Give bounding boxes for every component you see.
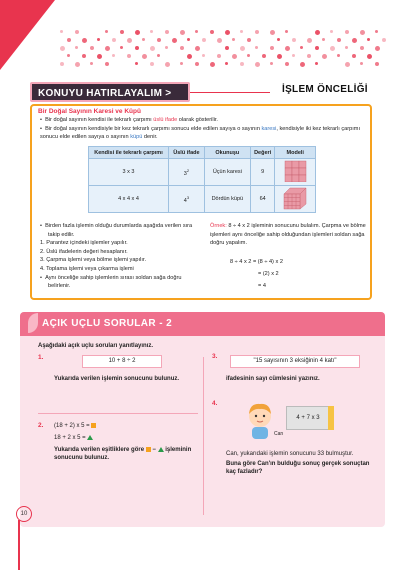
question-text: Can, yukarıdaki işlemin sonucunu 33 bulmuştur. [226,451,354,457]
example-step: 8 ÷ 4 x 2 = (8 ÷ 4) x 2 [230,259,283,265]
table-row [89,159,316,186]
rule-item: 4. Toplama işlemi veya çıkarma işlemi [40,265,134,272]
question-text: Buna göre Can'ın bulduğu sonuç gerçek sonuçtan kaç fazladır? [226,461,370,475]
example-block: Örnek: 8 ÷ 4 x 2 işleminin sonucunu bulalım. Çarpma ve bölme işlemleri aynı önceliğe sahip olduğundan işlemleri soldan sağa doğru yapalım. [210,223,366,247]
cell-value: 64 [250,186,275,213]
person-label: Can [274,431,284,437]
bullet-2: • Bir doğal sayının kendisiyle bir kez tekrarlı çarpımı sonucu elde edilen sayıya o sayının karesi, kendisiyle iki kez tekrarlı çarpımı sonucu elde edilen sayıya o sayının küpü denir. [40,126,361,140]
table-row [89,186,316,213]
col-header: Okunuşu [204,147,250,159]
order-rules: • Birden fazla işlemin olduğu durumlarda aşağıda verilen sıra takip edilir. 1. Parantez içindeki işlemler yapılır. 2. Üslü ifadelerin değeri hesaplanır. 3. Çarpma işlemi veya bölme işlemi yapılır. 4. Toplama işlemi veya çıkarma işlemi • Aynı önceliğe sahip işlemlerin sırası soldan sağa doğru belirlenir. [40,222,205,291]
example-step: = (2) x 2 [258,271,279,277]
question-text: Yukarıda verilen işlemin sonucunu bulunuz. [54,376,180,382]
question-number: 2. [38,422,44,429]
info-title: Bir Doğal Sayının Karesi ve Küpü [38,108,141,115]
card-edge [328,406,334,430]
col-header: Üslü ifade [169,147,205,159]
equation-line: (18 + 2) x 5 = [54,422,96,430]
divider [203,357,204,515]
col-header: Kendisi ile tekrarlı çarpımı [89,147,169,159]
expression-card: 4 + 7 x 3 [286,406,330,430]
square-model [275,159,316,186]
bullet-1: • Bir doğal sayının kendisi ile tekrarlı çarpımı üslü ifade olarak gösterilir. [40,117,218,123]
powers-table [88,146,316,213]
cell-power: $3^2$ [169,159,205,186]
divider [190,92,270,93]
cell-power: $4^3$ [169,186,205,213]
col-header: Değeri [250,147,275,159]
question-text: ifadesinin sayı cümlesini yazınız. [226,376,320,382]
page-number: 10 [16,506,32,522]
cell-reading: Dördün küpü [204,186,250,213]
rule-item: 1. Parantez içindeki işlemler yapılır. [40,240,128,247]
divider [38,413,198,414]
instruction: Aşağıdaki açık uçlu soruları yanıtlayınız. [38,343,154,349]
question-number: 3. [212,353,218,360]
topic-title: İŞLEM ÖNCELİĞİ [282,84,368,95]
cell-product: 3 x 3 [89,159,169,186]
corner-decoration [0,0,55,70]
dot-pattern [60,30,390,70]
question-text: Yukarıda verilen eşitliklere göre − işleminin sonucunu bulunuz. [54,447,192,461]
rule-item: 3. Çarpma işlemi veya bölme işlemi yapılır. [40,257,147,264]
expression-box: 10 + 8 ÷ 2 [82,355,162,368]
margin-line [18,520,20,570]
question-number: 4. [212,400,218,407]
quote-box: "15 sayısının 3 eksiğinin 4 katı" [230,355,360,368]
cell-value: 9 [250,159,275,186]
square-symbol-icon [91,423,96,428]
example-step: = 4 [258,283,266,289]
cell-reading: Üçün karesi [204,159,250,186]
section-label: KONUYU HATIRLAYALIM > [30,82,190,102]
section-title: AÇIK UÇLU SORULAR - 2 [42,318,173,329]
triangle-symbol-icon [87,435,93,440]
equation-line: 18 + 2 x 5 = [54,434,93,442]
rule-item: 2. Üslü ifadelerin değeri hesaplanır. [40,248,128,255]
question-number: 1. [38,354,44,361]
cube-model [275,186,316,213]
col-header: Modeli [275,147,316,159]
cell-product: 4 x 4 x 4 [89,186,169,213]
